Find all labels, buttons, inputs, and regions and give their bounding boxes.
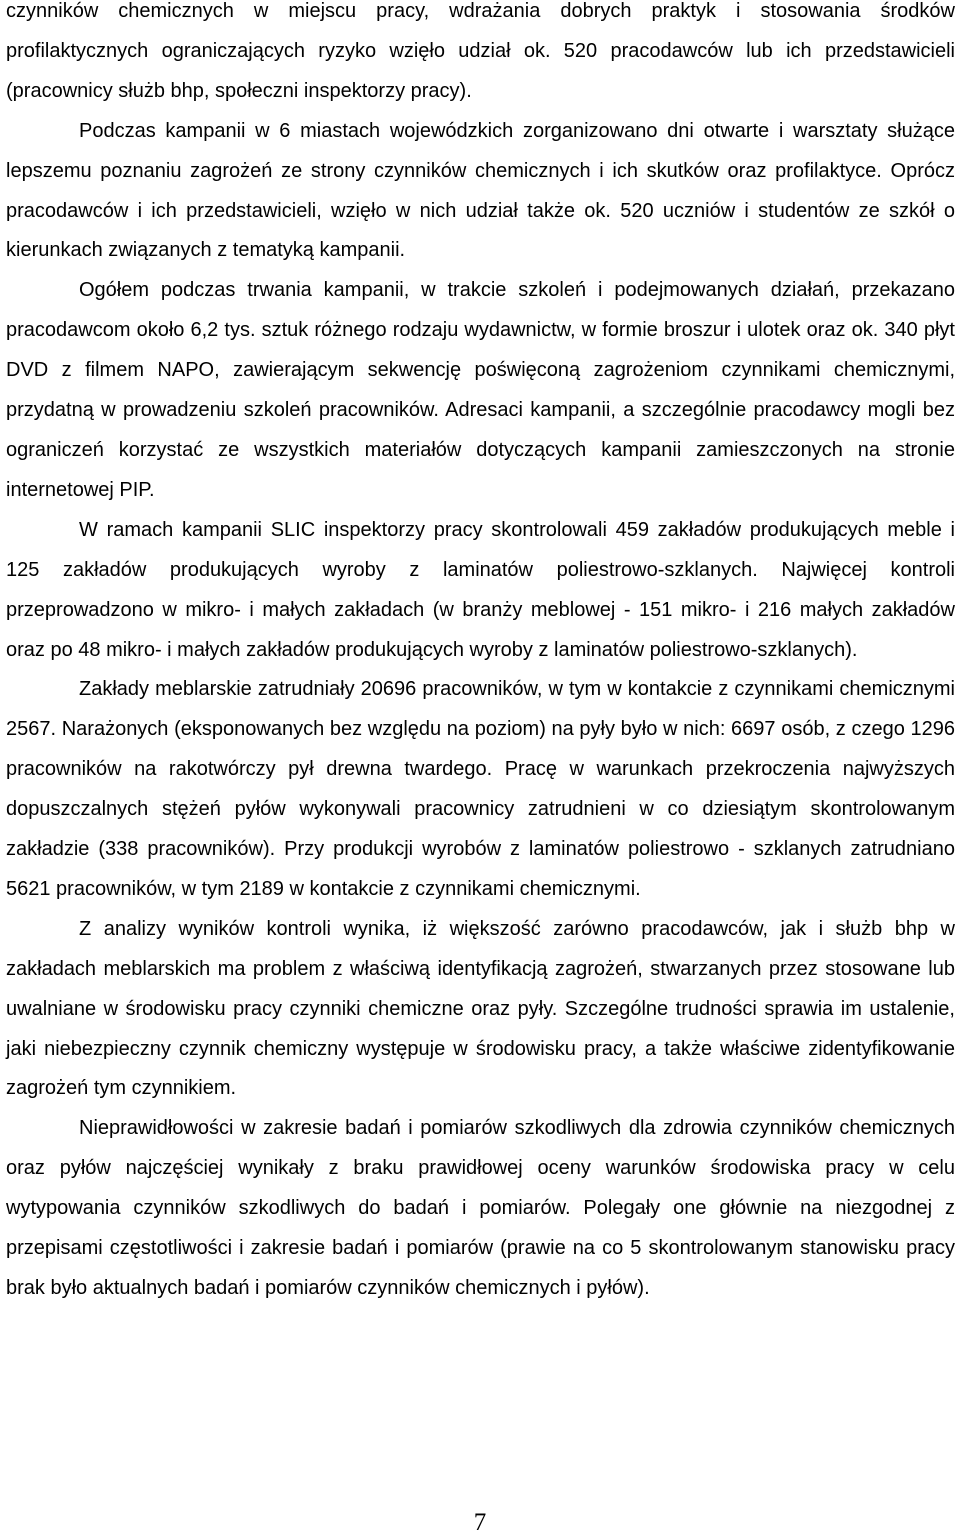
- document-body: [6, 0, 955, 1309]
- paragraph-slic-inspections: W ramach kampanii SLIC inspektorzy pracy skontrolowali 459 zakładów produkujących meble i 125 zakładów produkujących wyroby z laminatów poliestrowo-szklanych. Najwięcej kontroli przeprowadzono w mikro- i małych zakładach (w branży meblowej - 151 mikro- i 216 małych zakładów oraz po 48 mikro- i małych zakładów produkujących wyroby z laminatów poliestrowo-szklanych).: [6, 518, 955, 661]
- paragraph-employment: Zakłady meblarskie zatrudniały 20696 pracowników, w tym w kontakcie z czynnikami chemicznymi 2567. Narażonych (eksponowanych bez względu na poziom) na pyły było w nich: 6697 osób, z czego 1296 pracowników na rakotwórczy pył drewna twardego. Pracę w warunkach przekroczenia najwyższych dopuszczalnych stężeń pyłów wykonywali pracownicy zatrudnieni w co dziesiątym skontrolowanym zakładzie (338 pracowników). Przy produkcji wyrobów z laminatów poliestrowo - szklanych zatrudniano 5621 pracowników, w tym 2189 w kontakcie z czynnikami chemicznymi.: [6, 678, 955, 900]
- page-number: 7: [473, 1509, 487, 1536]
- paragraph-continuation: czynników chemicznych w miejscu pracy, wdrażania dobrych praktyk i stosowania środków profilaktycznych ograniczających ryzyko wzięło udział ok. 520 pracodawców lub ich przedstawicieli (pracownicy służb bhp, społeczni inspektorzy pracy).: [6, 0, 955, 102]
- paragraph-irregularities: Nieprawidłowości w zakresie badań i pomiarów szkodliwych dla zdrowia czynników chemicznych oraz pyłów najczęściej wynikały z braku prawidłowej oceny warunków środowiska pracy w celu wytypowania czynników szkodliwych do badań i pomiarów. Polegały one głównie na niezgodnej z przepisami częstotliwości i zakresie badań i pomiarów (prawie na co 5 skontrolowanym stanowisku pracy brak było aktualnych badań i pomiarów czynników chemicznych i pyłów).: [6, 1117, 955, 1299]
- paragraph-analysis: Z analizy wyników kontroli wynika, iż większość zarówno pracodawców, jak i służb bhp w zakładach meblarskich ma problem z właściwą identyfikacją zagrożeń, stwarzanych przez stosowane lub uwalniane w środowisku pracy czynniki chemiczne oraz pyły. Szczególne trudności sprawia im ustalenie, jaki niebezpieczny czynnik chemiczny występuje w środowisku pracy, a także właściwe zidentyfikowanie zagrożeń tym czynnikiem.: [6, 917, 955, 1100]
- paragraph-open-days: Podczas kampanii w 6 miastach wojewódzkich zorganizowano dni otwarte i warsztaty służące lepszemu poznaniu zagrożeń ze strony czynników chemicznych i ich skutków oraz profilaktyce. Oprócz pracodawców i ich przedstawicieli, wzięło w nich udział także ok. 520 uczniów i studentów ze szkół o kierunkach związanych z tematyką kampanii.: [6, 119, 955, 262]
- paragraph-publications: Ogółem podczas trwania kampanii, w trakcie szkoleń i podejmowanych działań, przekazano pracodawcom około 6,2 tys. sztuk różnego rodzaju wydawnictw, w formie broszur i ulotek oraz ok. 340 płyt DVD z filmem NAPO, zawierającym sekwencję poświęconą zagrożeniom czynnikami chemicznymi, przydatną w prowadzeniu szkoleń pracowników. Adresaci kampanii, a szczególnie pracodawcy mogli bez ograniczeń korzystać ze wszystkich materiałów dotyczących kampanii zamieszczonych na stronie internetowej PIP.: [6, 279, 955, 501]
